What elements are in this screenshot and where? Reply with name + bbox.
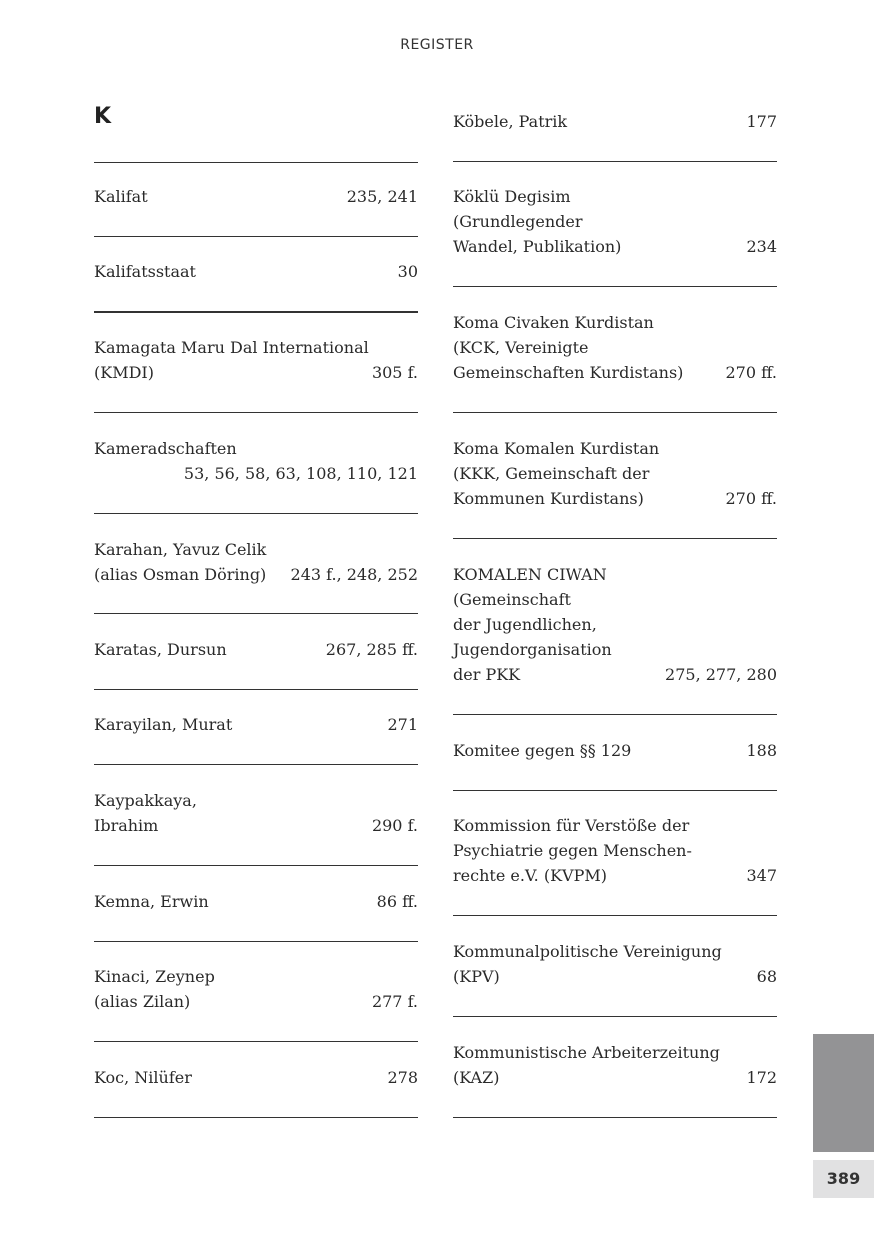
entry-term: Karahan, Yavuz Celik	[94, 540, 267, 559]
entry-divider	[94, 1117, 418, 1118]
entry-term: Jugendorganisation	[453, 640, 612, 659]
entry-page-refs: 53, 56, 58, 63, 108, 110, 121	[183, 464, 418, 483]
entry-line	[453, 838, 777, 863]
index-entry	[94, 712, 418, 737]
entry-term: Kommission für Verstöße der	[453, 816, 690, 835]
entry-term: Köbele, Patrik	[453, 112, 568, 131]
entry-page-refs: 68	[756, 967, 777, 986]
thumb-index-tab	[813, 1034, 874, 1152]
entry-page-refs: 270 ff.	[725, 489, 777, 508]
entry-divider	[94, 865, 418, 866]
entry-page-refs: 235, 241	[346, 187, 418, 206]
entry-line	[94, 788, 418, 813]
entry-page-refs: 86 ff.	[376, 892, 418, 911]
index-entry	[94, 1065, 418, 1090]
entry-term: Ibrahim	[94, 816, 159, 835]
entry-line	[453, 587, 777, 612]
entry-divider	[94, 311, 418, 313]
entry-divider	[453, 161, 777, 162]
index-entry	[94, 537, 418, 587]
entry-line	[94, 813, 418, 838]
entry-divider	[453, 714, 777, 715]
index-entry	[453, 310, 777, 385]
entry-line	[453, 109, 777, 134]
entry-page-refs: 271	[387, 715, 418, 734]
entry-line	[94, 360, 418, 385]
entry-line	[453, 360, 777, 385]
entry-divider	[453, 286, 777, 287]
entry-line	[94, 637, 418, 662]
entry-term: Koma Civaken Kurdistan	[453, 313, 654, 332]
index-entry	[94, 436, 418, 486]
entry-page-refs: 267, 285 ff.	[325, 640, 418, 659]
entry-term: Kamagata Maru Dal International	[94, 338, 369, 357]
entry-line	[94, 562, 418, 587]
index-entry	[94, 788, 418, 838]
entry-term: Kalifatsstaat	[94, 262, 196, 281]
entry-term: Köklü Degisim	[453, 187, 571, 206]
entry-line	[453, 209, 777, 234]
section-letter: K	[94, 104, 112, 129]
page-number: 389	[813, 1160, 874, 1198]
entry-line	[453, 863, 777, 888]
entry-term: Kommunalpolitische Vereinigung	[453, 942, 722, 961]
entry-term: (KMDI)	[94, 363, 154, 382]
entry-term: Kemna, Erwin	[94, 892, 209, 911]
entry-term: Kalifat	[94, 187, 148, 206]
entry-term: Kameradschaften	[94, 439, 237, 458]
entry-term: der Jugendlichen,	[453, 615, 597, 634]
entry-line	[453, 310, 777, 335]
entry-divider	[94, 941, 418, 942]
entry-term: Kinaci, Zeynep	[94, 967, 215, 986]
entry-line	[453, 234, 777, 259]
entry-page-refs: 172	[746, 1068, 777, 1087]
index-entry	[453, 109, 777, 134]
index-entry	[453, 436, 777, 511]
entry-term: Koma Komalen Kurdistan	[453, 439, 660, 458]
entry-line	[453, 662, 777, 687]
entry-divider	[453, 538, 777, 539]
index-entry	[453, 562, 777, 687]
entry-page-refs: 270 ff.	[725, 363, 777, 382]
entry-line	[453, 738, 777, 763]
entry-page-refs: 278	[387, 1068, 418, 1087]
entry-line	[453, 562, 777, 587]
entry-term: (KCK, Vereinigte	[453, 338, 589, 357]
entry-divider	[453, 915, 777, 916]
entry-line	[453, 335, 777, 360]
running-header: REGISTER	[400, 37, 474, 53]
entry-term: Karatas, Dursun	[94, 640, 227, 659]
index-entry	[453, 1040, 777, 1090]
index-entry	[453, 813, 777, 888]
entry-line	[94, 436, 418, 461]
entry-line	[94, 964, 418, 989]
entry-term: (Gemeinschaft	[453, 590, 571, 609]
entry-line	[94, 537, 418, 562]
entry-term: Komitee gegen §§ 129	[453, 741, 632, 760]
index-entry	[94, 964, 418, 1014]
entry-term: (Grundlegender	[453, 212, 583, 231]
entry-term: (alias Osman Döring)	[94, 565, 267, 584]
entry-term: Karayilan, Murat	[94, 715, 233, 734]
entry-line	[453, 461, 777, 486]
entry-page-refs: 305 f.	[371, 363, 418, 382]
entry-line	[94, 889, 418, 914]
entry-term: (KAZ)	[453, 1068, 500, 1087]
entry-term: KOMALEN CIWAN	[453, 565, 607, 584]
entry-divider	[94, 1041, 418, 1042]
index-entry	[453, 738, 777, 763]
entry-line	[453, 1065, 777, 1090]
entry-divider	[94, 236, 418, 237]
entry-line	[453, 1040, 777, 1065]
entry-divider	[94, 689, 418, 690]
entry-divider	[453, 790, 777, 791]
index-entry	[94, 335, 418, 385]
entry-page-refs: 290 f.	[371, 816, 418, 835]
entry-line	[94, 461, 418, 486]
entry-line	[453, 637, 777, 662]
entry-divider	[94, 764, 418, 765]
entry-term: Psychiatrie gegen Menschen-	[453, 841, 692, 860]
index-entry	[453, 184, 777, 259]
entry-line	[453, 612, 777, 637]
entry-line	[453, 486, 777, 511]
entry-line	[94, 184, 418, 209]
entry-term: Kommunen Kurdistans)	[453, 489, 644, 508]
entry-line	[453, 964, 777, 989]
entry-divider	[94, 513, 418, 514]
entry-line	[94, 259, 418, 284]
entry-term: Gemeinschaften Kurdistans)	[453, 363, 684, 382]
entry-line	[94, 989, 418, 1014]
entry-term: (KPV)	[453, 967, 500, 986]
index-entry	[94, 184, 418, 209]
index-entry	[94, 259, 418, 284]
entry-line	[94, 1065, 418, 1090]
entry-divider	[94, 162, 418, 163]
entry-term: (alias Zilan)	[94, 992, 191, 1011]
entry-line	[453, 436, 777, 461]
entry-page-refs: 177	[746, 112, 777, 131]
entry-term: Kommunistische Arbeiterzeitung	[453, 1043, 720, 1062]
entry-term: Wandel, Publikation)	[453, 237, 622, 256]
index-entry	[453, 939, 777, 989]
entry-line	[453, 939, 777, 964]
entry-term: der PKK	[453, 665, 521, 684]
entry-term: Kaypakkaya,	[94, 791, 197, 810]
entry-page-refs: 188	[746, 741, 777, 760]
entry-term: rechte e.V. (KVPM)	[453, 866, 607, 885]
entry-divider	[453, 1016, 777, 1017]
entry-line	[453, 813, 777, 838]
entry-divider	[94, 412, 418, 413]
entry-page-refs: 234	[746, 237, 777, 256]
entry-line	[453, 184, 777, 209]
entry-page-refs: 30	[397, 262, 418, 281]
entry-line	[94, 335, 418, 360]
entry-line	[94, 712, 418, 737]
entry-page-refs: 275, 277, 280	[665, 665, 777, 684]
entry-page-refs: 243 f., 248, 252	[290, 565, 418, 584]
entry-page-refs: 277 f.	[371, 992, 418, 1011]
entry-term: Koc, Nilüfer	[94, 1068, 192, 1087]
index-entry	[94, 637, 418, 662]
entry-divider	[453, 412, 777, 413]
entry-term: (KKK, Gemeinschaft der	[453, 464, 650, 483]
entry-divider	[94, 613, 418, 614]
entry-divider	[453, 1117, 777, 1118]
entry-page-refs: 347	[746, 866, 777, 885]
index-entry	[94, 889, 418, 914]
